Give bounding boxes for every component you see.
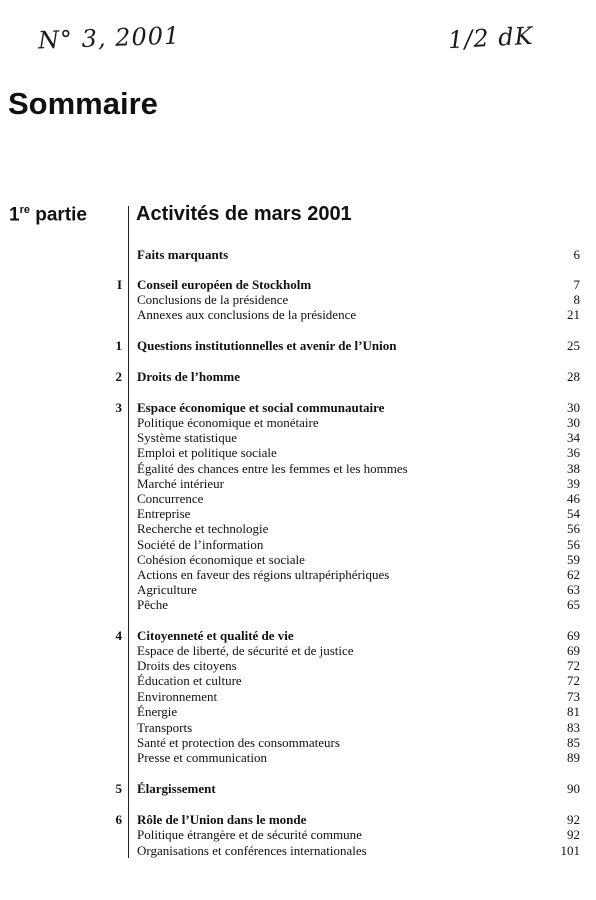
toc-heading-row (100, 400, 580, 416)
toc-page-number: 85 (567, 735, 580, 750)
toc-chapter-number: 6 (115, 812, 122, 827)
toc-page-number: 54 (567, 506, 580, 521)
toc-chapter-number: 3 (115, 400, 122, 415)
toc-entry-label: Égalité des chances entre les femmes et les hommes (137, 461, 408, 476)
toc-entry-label: Droits des citoyens (137, 658, 237, 673)
toc-entry-row (100, 415, 580, 431)
toc-page-number: 28 (567, 369, 580, 384)
toc-entry-label: Transports (137, 720, 193, 735)
toc-entry-row (100, 704, 580, 720)
toc-heading-row (100, 247, 580, 263)
toc-page-number: 21 (567, 307, 580, 322)
toc-page-number: 34 (567, 430, 580, 445)
toc-entry-row (100, 750, 580, 766)
toc-chapter-number: 1 (115, 338, 122, 353)
toc-entry-row (100, 537, 580, 553)
toc-page-number: 30 (567, 415, 580, 430)
toc-entry-label: Politique économique et monétaire (137, 415, 319, 430)
toc-page-number: 65 (567, 597, 580, 612)
toc-page-number: 92 (567, 812, 580, 827)
toc-entry-row (100, 292, 580, 308)
toc-entry-label: Rôle de l’Union dans le monde (137, 812, 307, 827)
toc-entry-label: Espace économique et social communautaire (137, 400, 385, 415)
toc-page-number: 62 (567, 567, 580, 582)
toc-entry-row (100, 735, 580, 751)
handwritten-initials: 1/2 dK (447, 21, 535, 55)
toc-page-number: 7 (573, 277, 580, 292)
toc-page-number: 25 (567, 338, 580, 353)
toc-entry-row (100, 461, 580, 477)
toc-page-number: 101 (560, 843, 580, 858)
toc-entry-row (100, 597, 580, 613)
toc-entry-row (100, 445, 580, 461)
toc-entry-row (100, 673, 580, 689)
toc-entry-row (100, 430, 580, 446)
toc-entry-row (100, 506, 580, 522)
toc-chapter-number: 4 (115, 628, 122, 643)
toc-page-number: 72 (567, 673, 580, 688)
toc-entry-label: Politique étrangère et de sécurité commune (137, 827, 362, 842)
toc-entry-row (100, 658, 580, 674)
section-title: Activités de mars 2001 (136, 203, 352, 225)
toc-entry-label: Emploi et politique sociale (137, 445, 277, 460)
toc-entry-row (100, 689, 580, 705)
toc-entry-label: Agriculture (137, 582, 197, 597)
toc-entry-row (100, 476, 580, 492)
toc-entry-label: Marché intérieur (137, 476, 224, 491)
toc-entry-label: Environnement (137, 689, 218, 704)
toc-heading-row (100, 277, 580, 293)
toc-heading-row (100, 628, 580, 644)
toc-page-number: 59 (567, 552, 580, 567)
toc-page-number: 92 (567, 827, 580, 842)
toc-entry-label: Questions institutionnelles et avenir de l’Union (137, 338, 397, 353)
toc-page-number: 90 (567, 781, 580, 796)
toc-entry-label: Recherche et technologie (137, 521, 269, 536)
toc-page-number: 73 (567, 689, 580, 704)
toc-entry-row (100, 491, 580, 507)
toc-entry-label: Droits de l’homme (137, 369, 241, 384)
toc-entry-row (100, 843, 580, 859)
toc-entry-row (100, 307, 580, 323)
toc-heading-row (100, 369, 580, 385)
toc-entry-label: Élargissement (137, 781, 216, 796)
toc-chapter-number: 5 (115, 781, 122, 796)
toc-page-number: 56 (567, 521, 580, 536)
toc-page-number: 46 (567, 491, 580, 506)
toc-page-number: 69 (567, 643, 580, 658)
toc-page-number: 39 (567, 476, 580, 491)
toc-chapter-number: 2 (115, 369, 122, 384)
part-number: 1 (9, 204, 20, 226)
toc-page-number: 56 (567, 537, 580, 552)
toc-page-number: 6 (573, 247, 580, 262)
toc-entry-label: Presse et communication (137, 750, 267, 765)
toc-page-number: 89 (567, 750, 580, 765)
toc-entry-label: Conclusions de la présidence (137, 292, 289, 307)
toc-entry-row (100, 552, 580, 568)
handwritten-issue-number: N° 3, 2001 (37, 21, 181, 55)
toc-heading-row (100, 781, 580, 797)
toc-page-number: 36 (567, 445, 580, 460)
toc-entry-label: Citoyenneté et qualité de vie (137, 628, 294, 643)
toc-chapter-number: I (116, 277, 122, 292)
toc-entry-row (100, 827, 580, 843)
toc-entry-label: Annexes aux conclusions de la présidence (137, 307, 357, 322)
toc-entry-label: Cohésion économique et sociale (137, 552, 305, 567)
toc-page-number: 30 (567, 400, 580, 415)
toc-entry-row (100, 582, 580, 598)
toc-page-number: 38 (567, 461, 580, 476)
toc-entry-label: Pêche (137, 597, 169, 612)
toc-page-number: 72 (567, 658, 580, 673)
toc-entry-row (100, 521, 580, 537)
toc-page-number: 69 (567, 628, 580, 643)
toc-entry-label: Organisations et conférences internationales (137, 843, 367, 858)
toc-entry-label: Éducation et culture (137, 673, 242, 688)
toc-page-number: 63 (567, 582, 580, 597)
part-ordinal-suffix: re (19, 204, 30, 216)
toc-page-number: 83 (567, 720, 580, 735)
toc-entry-label: Énergie (137, 704, 178, 719)
toc-entry-row (100, 567, 580, 583)
toc-heading-row (100, 338, 580, 354)
toc-entry-label: Société de l’information (137, 537, 264, 552)
toc-entry-label: Faits marquants (137, 247, 229, 262)
toc-heading-row (100, 812, 580, 828)
toc-entry-label: Conseil européen de Stockholm (137, 277, 312, 292)
toc-page-number: 8 (573, 292, 580, 307)
toc-entry-label: Espace de liberté, de sécurité et de justice (137, 643, 354, 658)
toc-entry-row (100, 643, 580, 659)
toc-page-number: 81 (567, 704, 580, 719)
toc-entry-label: Actions en faveur des régions ultrapériphériques (137, 567, 390, 582)
toc-entry-row (100, 720, 580, 736)
part-word: partie (29, 204, 88, 226)
toc-entry-label: Système statistique (137, 430, 238, 445)
toc-entry-label: Entreprise (137, 506, 191, 521)
toc-entry-label: Concurrence (137, 491, 204, 506)
page-title: Sommaire (8, 86, 158, 121)
toc-entry-label: Santé et protection des consommateurs (137, 735, 340, 750)
